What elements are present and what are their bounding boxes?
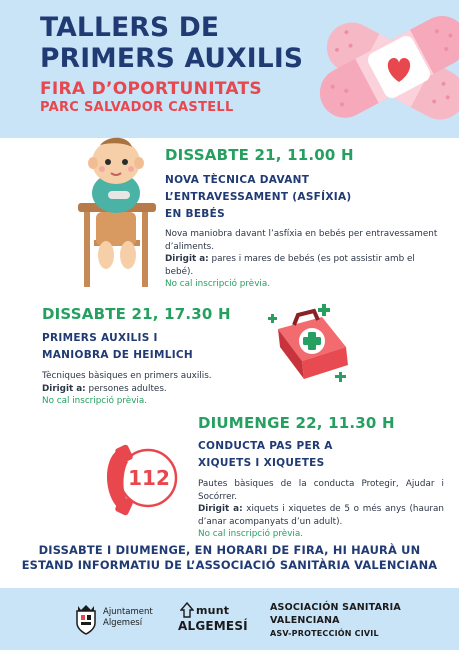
stand-announcement-line-1: DISSABTE I DIUMENGE, EN HORARI DE FIRA, HI HAURÀ UN: [38, 543, 421, 557]
event-registration-note: No cal inscripció prèvia.: [42, 396, 148, 407]
location: PARC SALVADOR CASTELL: [40, 100, 234, 115]
town-crest-icon: [73, 603, 99, 635]
stand-announcement: [0, 543, 459, 573]
event-description: Pautes bàsiques de la conducta Protegir, Ajudar i Socórrer.: [198, 479, 444, 502]
first-aid-kit-icon: [262, 303, 362, 385]
event-date: DISSABTE 21, 11.00 H: [165, 146, 354, 164]
asv-line-2: VALENCIANA: [270, 615, 340, 626]
footer-logos: [0, 588, 459, 650]
ajuntament-line-2: Algemesí: [103, 618, 143, 628]
audience-label: Dirigit a:: [42, 383, 86, 394]
event-audience: [42, 383, 272, 396]
event-audience: [165, 253, 445, 278]
audience-text: xiquets i xiquetes de 5 o més anys (hauran d’anar acompanyats d’un adult).: [198, 504, 444, 527]
event-title-line: CONDUCTA PAS PER A: [198, 440, 333, 452]
event-saturday-morning: [165, 146, 445, 291]
ajuntament-line-1: Ajuntament: [103, 607, 153, 617]
munt-line-2: ALGEMESÍ: [178, 619, 248, 633]
event-description: Nova maniobra davant l’asfíxia en bebés per entravessament d’aliments.: [165, 229, 438, 252]
ajuntament-logo-text: [103, 607, 153, 629]
event-title-line: EN BEBÉS: [165, 208, 225, 220]
event-date: DIUMENGE 22, 11.30 H: [198, 414, 395, 432]
header-banner: [0, 0, 459, 138]
event-description: Tècniques bàsiques en primers auxilis.: [42, 371, 212, 381]
baby-highchair-icon: [70, 135, 162, 287]
emergency-phone-112-icon: [98, 438, 186, 518]
asv-line-3: ASV-PROTECCIÓN CIVIL: [270, 629, 379, 638]
event-title-line: NOVA TÈCNICA DAVANT: [165, 174, 310, 186]
munt-logo-icon: [180, 602, 194, 618]
audience-text: pares i mares de bebés (es pot assistir amb el bebé).: [165, 254, 415, 277]
subtitle: FIRA D’OPORTUNITATS: [40, 79, 262, 99]
event-registration-note: No cal inscripció prèvia.: [198, 529, 304, 540]
event-registration-note: No cal inscripció prèvia.: [165, 279, 271, 290]
event-title-line: PRIMERS AUXILIS I: [42, 332, 158, 344]
event-audience: [198, 503, 444, 528]
audience-label: Dirigit a:: [165, 254, 209, 265]
asv-logo-text: [270, 601, 420, 640]
stand-announcement-line-2: ESTAND INFORMATIU DE L’ASSOCIACIÓ SANITÀRIA VALENCIANA: [21, 558, 438, 572]
page-title: [40, 12, 340, 74]
munt-logo: [178, 602, 258, 638]
event-date: DISSABTE 21, 17.30 H: [42, 305, 231, 323]
audience-text: persones adultes.: [88, 383, 167, 394]
title-line-2: PRIMERS AUXILIS: [40, 43, 304, 74]
title-line-1: TALLERS DE: [40, 12, 220, 43]
event-saturday-afternoon: [42, 305, 272, 408]
munt-line-1: munt: [196, 604, 230, 617]
audience-label: Dirigit a:: [198, 504, 243, 515]
event-title-line: MANIOBRA DE HEIMLICH: [42, 349, 194, 361]
bandage-heart-icon: [318, 6, 459, 126]
event-sunday-morning: [198, 414, 444, 541]
emergency-number: 112: [128, 466, 170, 490]
event-title-line: L’ENTRAVESSAMENT (ASFÍXIA): [165, 191, 352, 203]
event-title-line: XIQUETS I XIQUETES: [198, 457, 325, 469]
asv-line-1: ASOCIACIÓN SANITARIA: [270, 602, 401, 613]
